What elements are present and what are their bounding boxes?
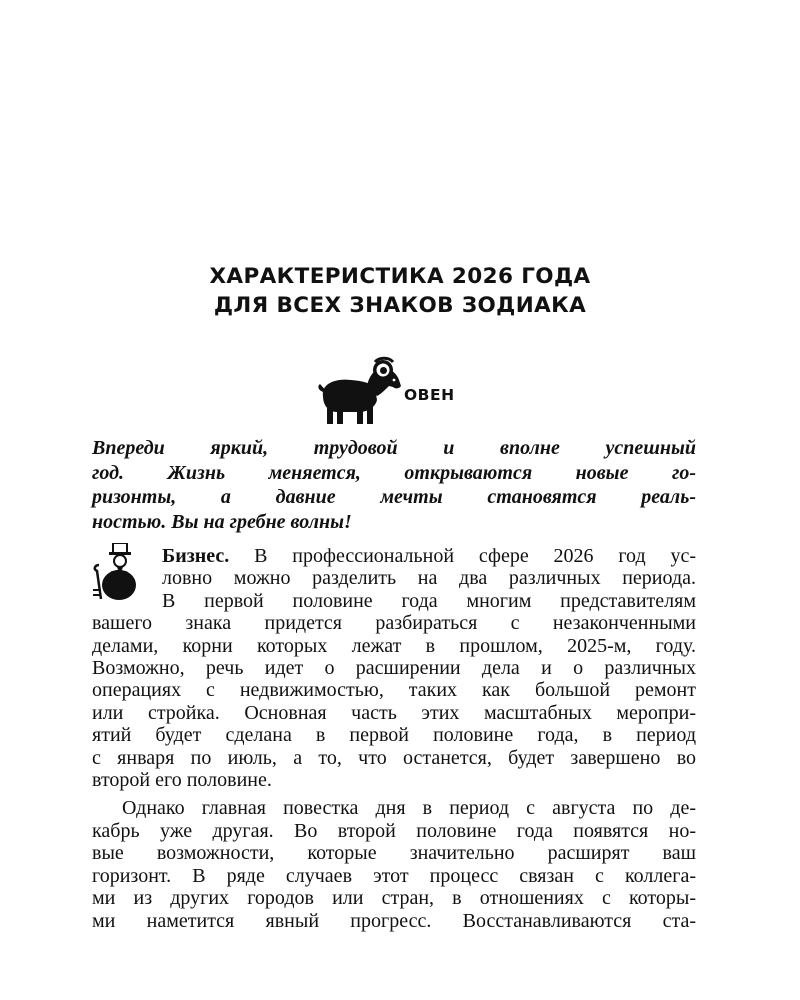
text-line: ловно можно разделить на два различных периода. — [162, 567, 696, 590]
text-line: В первой половине года многим представителям — [162, 589, 696, 612]
text-line: операциях с недвижимостью, таких как большой ремонт — [92, 679, 696, 702]
intro-line: Впереди яркий, трудовой и вполне успешный — [92, 437, 696, 459]
text-line: с января по июль, а то, что останется, будет завершено во — [92, 746, 696, 769]
text-line: второй его половине. — [92, 769, 272, 792]
text-line: ми наметится явный прогресс. Восстанавливаются ста- — [92, 909, 696, 932]
intro-line: ностью. Вы на гребне волны! — [92, 510, 352, 533]
text-line: делами, корни которых лежат в прошлом, 2025-м, году. — [92, 634, 696, 657]
section-heading: Бизнес. — [162, 545, 230, 567]
ram-icon — [315, 356, 405, 428]
title-line-2: ДЛЯ ВСЕХ ЗНАКОВ ЗОДИАКА — [213, 293, 587, 318]
text-line: горизонт. В ряде случаев этот процесс связан с коллега- — [92, 864, 696, 887]
text-line: вашего знака придется разбираться с незаконченными — [92, 612, 696, 635]
text-line: Бизнес. В профессиональной сфере 2026 год ус- — [162, 545, 696, 567]
text-line: кабрь уже другая. Во второй половине года появятся но- — [92, 819, 696, 842]
text-line: Однако главная повестка дня в период с августа по де- — [122, 797, 696, 820]
text-line: ятий будет сделана в первой половине года, в период — [92, 724, 696, 747]
intro-paragraph — [92, 436, 696, 534]
intro-line: ризонты, а давние мечты становятся реаль- — [92, 486, 696, 508]
text-line: или стройка. Основная часть этих масштабных меропри- — [92, 701, 696, 724]
title-line-1: ХАРАКТЕРИСТИКА 2026 ГОДА — [209, 264, 591, 289]
text-line: Возможно, речь идет о расширении дела и о различных — [92, 657, 696, 680]
text-line: ми из других городов или стран, в отношениях с которы- — [92, 887, 696, 910]
business-section — [92, 545, 696, 932]
text-line: вые возможности, которые значительно расширят ваш — [92, 842, 696, 865]
zodiac-sign-name: ОВЕН — [404, 386, 455, 404]
page-title — [100, 262, 700, 320]
intro-line: год. Жизнь меняется, открываются новые го- — [92, 461, 696, 484]
